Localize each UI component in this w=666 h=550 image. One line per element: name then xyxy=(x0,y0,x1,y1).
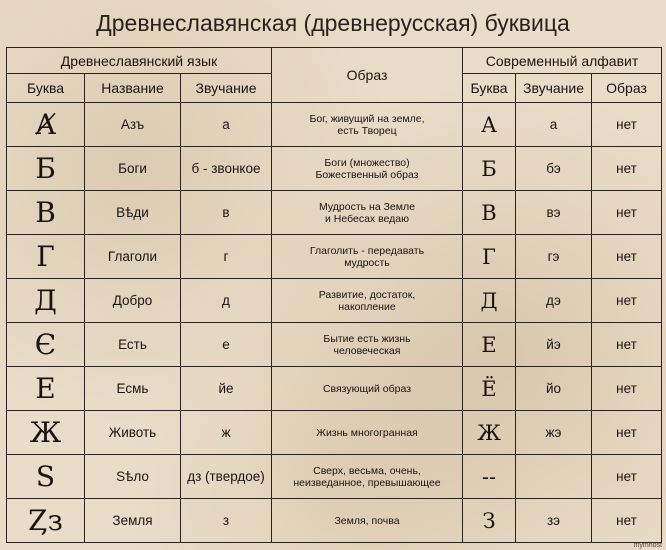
meaning-line: накопление xyxy=(338,300,396,313)
meaning-line: Глаголить - передавать xyxy=(309,244,425,257)
modern-letter-cell: Г xyxy=(463,235,516,279)
modern-image-cell: нет xyxy=(592,147,662,191)
old-name-cell: Земля xyxy=(85,499,181,543)
meaning-line: Развитие, достаток, xyxy=(318,288,416,301)
modern-image-cell: нет xyxy=(592,455,662,499)
modern-letter-header: Буква xyxy=(463,74,516,103)
table-row xyxy=(7,103,662,147)
modern-image-cell: нет xyxy=(592,499,662,543)
modern-sound-cell: жэ xyxy=(516,411,592,455)
old-name-cell: Азъ xyxy=(85,103,181,147)
modern-letter-cell: Ё xyxy=(463,367,516,411)
old-name-cell: Добро xyxy=(85,279,181,323)
image-header: Образ xyxy=(272,48,463,103)
meaning-cell xyxy=(272,191,463,235)
meaning-cell xyxy=(272,147,463,191)
old-name-cell: Есть xyxy=(85,323,181,367)
modern-sound-cell: зэ xyxy=(516,499,592,543)
modern-sound-cell: дэ xyxy=(516,279,592,323)
table-row xyxy=(7,499,662,543)
modern-sound-cell: йэ xyxy=(516,323,592,367)
old-name-header: Название xyxy=(85,74,181,103)
modern-letter-cell: З xyxy=(463,499,516,543)
table-row xyxy=(7,147,662,191)
meaning-cell xyxy=(272,499,463,543)
old-sound-cell: в xyxy=(181,191,272,235)
alphabet-table xyxy=(6,47,662,543)
modern-alphabet-header: Современный алфавит xyxy=(463,48,662,74)
meaning-cell xyxy=(272,455,463,499)
old-sound-cell: з xyxy=(181,499,272,543)
meaning-line: Божественный образ xyxy=(315,168,419,181)
meaning-line: есть Творец xyxy=(337,124,397,137)
modern-image-cell: нет xyxy=(592,279,662,323)
meaning-line: Боги (множество) xyxy=(324,156,410,169)
old-language-header: Древнеславянский язык xyxy=(7,48,272,74)
meaning-line: Земля, почва xyxy=(334,514,400,527)
meaning-cell xyxy=(272,411,463,455)
old-name-cell: Есмь xyxy=(85,367,181,411)
old-letter-cell: Ⱥ xyxy=(7,103,85,147)
modern-letter-cell: А xyxy=(463,103,516,147)
old-sound-cell: йе xyxy=(181,367,272,411)
modern-sound-cell: гэ xyxy=(516,235,592,279)
modern-image-cell: нет xyxy=(592,103,662,147)
watermark: mymhost xyxy=(633,542,662,549)
table-row xyxy=(7,367,662,411)
modern-letter-cell: Е xyxy=(463,323,516,367)
modern-image-cell: нет xyxy=(592,411,662,455)
old-letter-cell: В xyxy=(7,191,85,235)
meaning-cell xyxy=(272,279,463,323)
old-letter-cell: Є xyxy=(7,323,85,367)
old-sound-header: Звучание xyxy=(181,74,272,103)
modern-letter-cell: -- xyxy=(463,455,516,499)
modern-image-cell: нет xyxy=(592,235,662,279)
modern-sound-cell: а xyxy=(516,103,592,147)
page-title: Древнеславянская (древнерусская) буквица xyxy=(96,10,570,36)
meaning-line: мудрость xyxy=(344,256,390,269)
old-name-cell: Вѣди xyxy=(85,191,181,235)
meaning-line: Мудрость на Земле xyxy=(319,200,415,213)
old-letter-header: Буква xyxy=(7,74,85,103)
old-sound-cell: е xyxy=(181,323,272,367)
old-letter-cell: Б xyxy=(7,147,85,191)
meaning-line: человеческая xyxy=(333,344,401,357)
table-row xyxy=(7,235,662,279)
old-name-cell: Глаголи xyxy=(85,235,181,279)
old-sound-cell: ж xyxy=(181,411,272,455)
table-row xyxy=(7,279,662,323)
modern-letter-cell: Ж xyxy=(463,411,516,455)
meaning-line: Жизнь многогранная xyxy=(316,426,418,439)
modern-sound-cell: бэ xyxy=(516,147,592,191)
table-row xyxy=(7,411,662,455)
meaning-line: Сверх, весьма, очень, xyxy=(313,464,421,477)
table-row xyxy=(7,455,662,499)
old-letter-cell: Ȥз xyxy=(7,499,85,543)
meaning-line: и Небесах ведаю xyxy=(325,212,409,225)
modern-letter-cell: Д xyxy=(463,279,516,323)
modern-image-cell: нет xyxy=(592,191,662,235)
old-sound-cell: б - звонкое xyxy=(181,147,272,191)
old-letter-cell: Ѕ xyxy=(7,455,85,499)
table-row xyxy=(7,323,662,367)
table-row xyxy=(7,191,662,235)
old-name-cell: Боги xyxy=(85,147,181,191)
modern-sound-cell: вэ xyxy=(516,191,592,235)
modern-sound-cell xyxy=(516,455,592,499)
old-sound-cell: д xyxy=(181,279,272,323)
modern-sound-cell: йо xyxy=(516,367,592,411)
meaning-cell xyxy=(272,235,463,279)
meaning-cell xyxy=(272,103,463,147)
old-letter-cell: Е xyxy=(7,367,85,411)
old-letter-cell: Д xyxy=(7,279,85,323)
meaning-line: Бытие есть жизнь xyxy=(323,332,411,345)
old-sound-cell: дз (твердое) xyxy=(181,455,272,499)
meaning-line: Бог, живущий на земле, xyxy=(309,112,425,125)
modern-sound-header: Звучание xyxy=(516,74,592,103)
meaning-line: неизведанное, превышающее xyxy=(293,476,441,489)
old-name-cell: Sѣло xyxy=(85,455,181,499)
meaning-cell xyxy=(272,367,463,411)
modern-image-header: Образ xyxy=(592,74,662,103)
old-sound-cell: г xyxy=(181,235,272,279)
old-letter-cell: Г xyxy=(7,235,85,279)
old-name-cell: Животь xyxy=(85,411,181,455)
old-letter-cell: Ж xyxy=(7,411,85,455)
modern-image-cell: нет xyxy=(592,367,662,411)
meaning-line: Связующий образ xyxy=(322,382,412,395)
meaning-cell xyxy=(272,323,463,367)
modern-image-cell: нет xyxy=(592,323,662,367)
old-sound-cell: а xyxy=(181,103,272,147)
modern-letter-cell: В xyxy=(463,191,516,235)
modern-letter-cell: Б xyxy=(463,147,516,191)
